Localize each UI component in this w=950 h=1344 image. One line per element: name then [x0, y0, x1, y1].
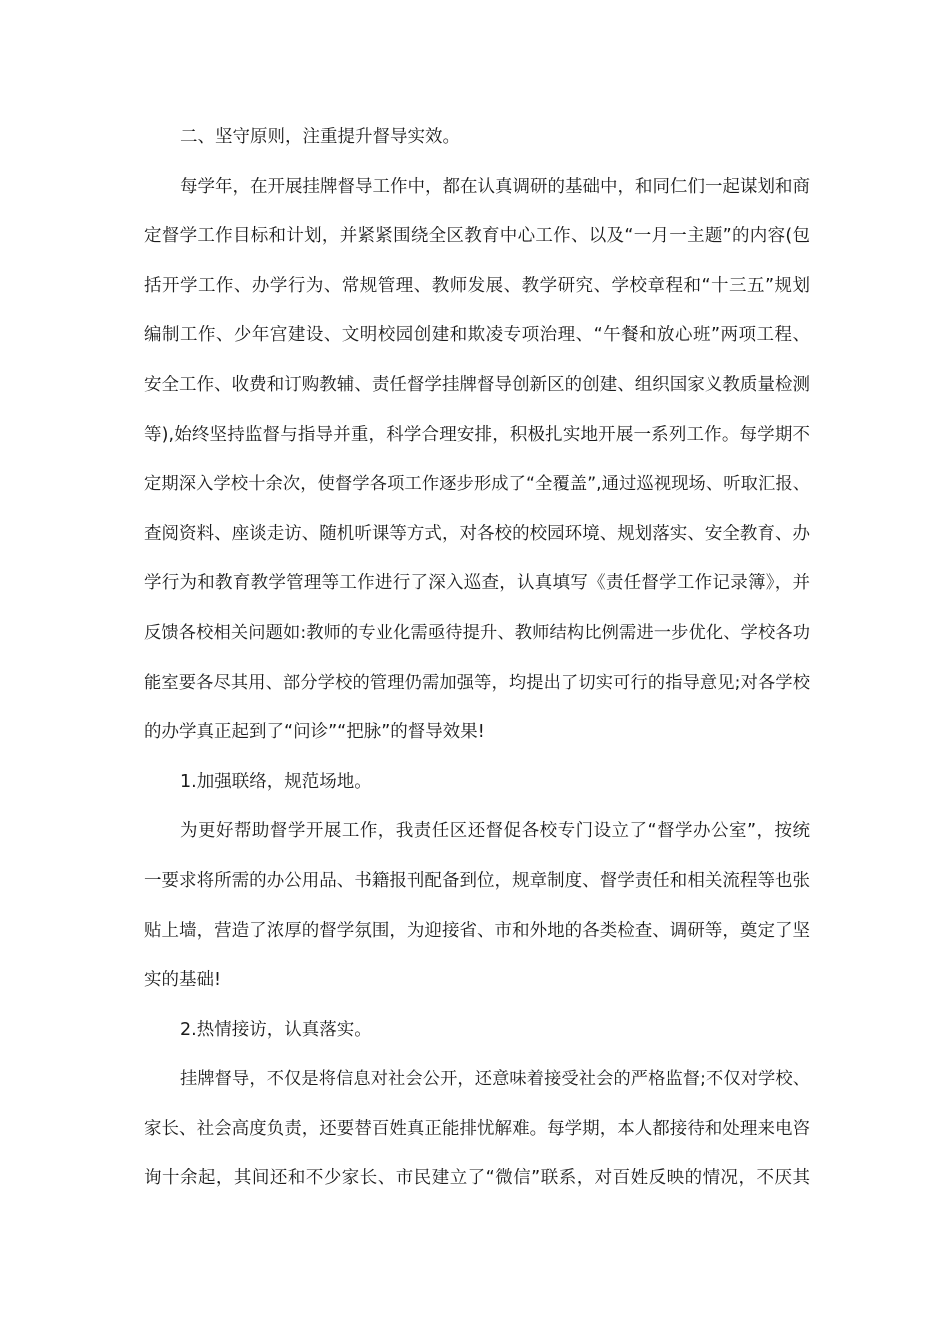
paragraph-line: 括开学工作、办学行为、常规管理、教师发展、教学研究、学校章程和“十三五”规划 — [144, 275, 810, 296]
paragraph-line: 家长、社会高度负责，还要替百姓真正能排忧解难。每学期，本人都接待和处理来电咨 — [144, 1118, 810, 1139]
subsection-heading: 1.加强联络，规范场地。 — [180, 771, 372, 792]
paragraph-line: 反馈各校相关问题如:教师的专业化需亟待提升、教师结构比例需进一步优化、学校各功 — [144, 622, 810, 643]
paragraph-line: 的办学真正起到了“问诊”“把脉”的督导效果! — [144, 722, 485, 743]
paragraph-line: 学行为和教育教学管理等工作进行了深入巡查，认真填写《责任督学工作记录簿》，并 — [144, 573, 810, 594]
paragraph-line: 查阅资料、座谈走访、随机听课等方式，对各校的校园环境、规划落实、安全教育、办 — [144, 523, 810, 544]
paragraph-line: 挂牌督导，不仅是将信息对社会公开，还意味着接受社会的严格监督;不仅对学校、 — [180, 1069, 810, 1090]
paragraph-line: 贴上墙，营造了浓厚的督学氛围，为迎接省、市和外地的各类检查、调研等，奠定了坚 — [144, 920, 810, 941]
paragraph-line: 定期深入学校十余次，使督学各项工作逐步形成了“全覆盖”,通过巡视现场、听取汇报、 — [144, 474, 810, 495]
paragraph-line: 编制工作、少年宫建设、文明校园创建和欺凌专项治理、“午餐和放心班”两项工程、 — [144, 325, 810, 346]
paragraph-line: 每学年，在开展挂牌督导工作中，都在认真调研的基础中，和同仁们一起谋划和商 — [180, 176, 810, 197]
subsection-heading: 2.热情接访，认真落实。 — [180, 1019, 372, 1040]
paragraph-line: 定督学工作目标和计划，并紧紧围绕全区教育中心工作、以及“一月一主题”的内容(包 — [144, 226, 810, 247]
document-body — [144, 113, 810, 1204]
paragraph-line: 询十余起，其间还和不少家长、市民建立了“微信”联系，对百姓反映的情况，不厌其 — [144, 1168, 810, 1189]
paragraph-line: 为更好帮助督学开展工作，我责任区还督促各校专门设立了“督学办公室”，按统 — [180, 821, 810, 842]
paragraph-line: 能室要各尽其用、部分学校的管理仍需加强等，均提出了切实可行的指导意见;对各学校 — [144, 672, 810, 693]
paragraph-line: 实的基础! — [144, 970, 222, 991]
paragraph-line: 等),始终坚持监督与指导并重，科学合理安排，积极扎实地开展一系列工作。每学期不 — [144, 424, 810, 445]
paragraph-line: 一要求将所需的办公用品、书籍报刊配备到位，规章制度、督学责任和相关流程等也张 — [144, 870, 810, 891]
section-heading: 二、坚守原则，注重提升督导实效。 — [180, 127, 460, 147]
paragraph-line: 安全工作、收费和订购教辅、责任督学挂牌督导创新区的创建、组织国家义教质量检测 — [144, 374, 810, 395]
